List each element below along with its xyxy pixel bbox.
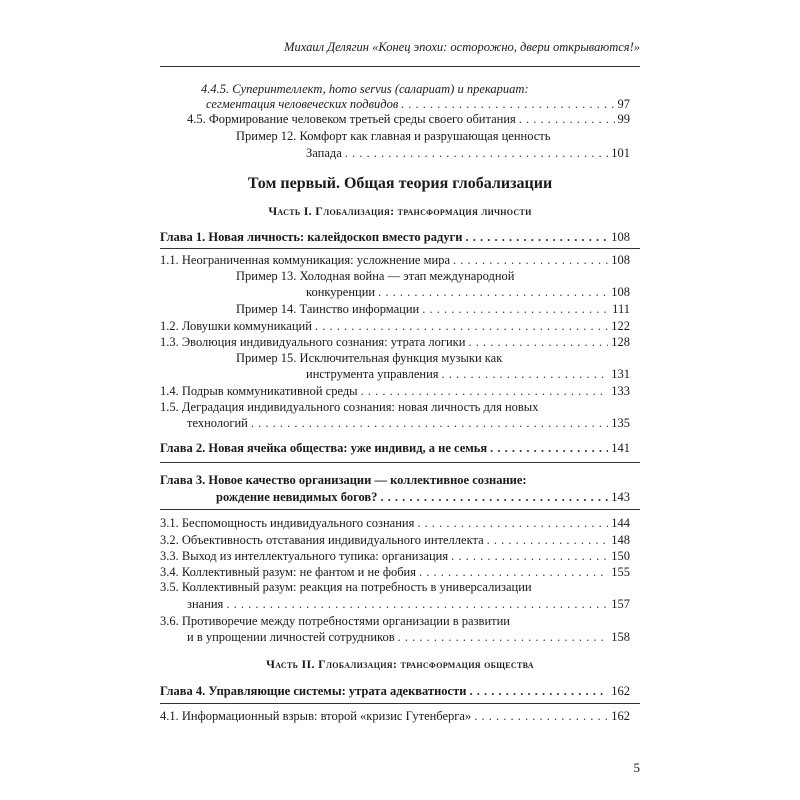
toc-chapter-3 xyxy=(216,490,630,505)
toc-page-number: 162 xyxy=(611,684,630,698)
toc-entry-text: 1.2. Ловушки коммуникаций xyxy=(160,319,312,333)
toc-page-number: 133 xyxy=(611,384,630,398)
toc-entry-4-4-5 xyxy=(206,97,630,112)
toc-entry-text: сегментация человеческих подвидов xyxy=(206,97,399,111)
toc-entry-3-4 xyxy=(160,565,630,580)
toc-chapter-title: Глава 2. Новая ячейка общества: уже индивид, а не семья xyxy=(160,441,488,455)
toc-entry-text: 1.1. Неограниченная коммуникация: усложнение мира xyxy=(160,253,450,267)
toc-entry-text: 3.2. Объективность отставания индивидуального интеллекта xyxy=(160,533,484,547)
toc-page-number: 128 xyxy=(611,335,630,349)
toc-page-number: 141 xyxy=(611,441,630,455)
toc-page-number: 135 xyxy=(611,416,630,430)
dot-leader xyxy=(380,490,608,505)
toc-page-number: 143 xyxy=(611,490,630,504)
dot-leader xyxy=(469,684,608,699)
dot-leader xyxy=(361,384,609,399)
toc-page-number: 108 xyxy=(611,230,630,244)
dot-leader xyxy=(345,146,608,161)
header-rule xyxy=(160,66,640,67)
toc-chapter-4 xyxy=(160,684,630,699)
toc-entry-text: 1.4. Подрыв коммуникативной среды xyxy=(160,384,358,398)
toc-entry-text: 4.1. Информационный взрыв: второй «кризис Гутенберга» xyxy=(160,709,472,723)
toc-entry-3-5 xyxy=(187,597,630,612)
toc-entry-3-1 xyxy=(160,516,630,531)
toc-example-12 xyxy=(306,146,630,161)
toc-example-13-line1: Пример 13. Холодная война — этап международной xyxy=(236,269,515,283)
toc-entry-text: Запада xyxy=(306,146,342,160)
toc-entry-text: Пример 14. Таинство информации xyxy=(236,302,420,316)
toc-entry-1-2 xyxy=(160,319,630,334)
toc-entry-1-5 xyxy=(187,416,630,431)
toc-page-number: 162 xyxy=(611,709,630,723)
dot-leader xyxy=(417,516,608,531)
toc-page-number: 122 xyxy=(611,319,630,333)
toc-page-number: 108 xyxy=(611,253,630,267)
toc-entry-3-2 xyxy=(160,533,630,548)
toc-page-number: 101 xyxy=(611,146,630,160)
toc-chapter-2 xyxy=(160,441,630,456)
toc-entry-3-6 xyxy=(187,630,630,645)
toc-page-number: 157 xyxy=(611,597,630,611)
toc-entry-1-4 xyxy=(160,384,630,399)
dot-leader xyxy=(442,367,609,382)
toc-entry-text: 1.3. Эволюция индивидуального сознания: утрата логики xyxy=(160,335,466,349)
toc-page-number: 148 xyxy=(611,533,630,547)
toc-chapter-title: Глава 1. Новая личность: калейдоскоп вместо радуги xyxy=(160,230,463,244)
toc-page-number: 144 xyxy=(611,516,630,530)
dot-leader xyxy=(451,549,608,564)
toc-page-number: 131 xyxy=(611,367,630,381)
dot-leader xyxy=(401,97,614,112)
part-2-title: Часть II. Глобализация: трансформация общества xyxy=(266,657,534,671)
toc-entry-3-6-line1: 3.6. Противоречие между потребностями организации в развитии xyxy=(160,614,510,628)
dot-leader xyxy=(315,319,608,334)
dot-leader xyxy=(422,302,609,317)
toc-entry-3-5-line1: 3.5. Коллективный разум: реакция на потребность в универсализации xyxy=(160,580,532,594)
toc-entry-text: 3.3. Выход из интеллектуального тупика: организация xyxy=(160,549,449,563)
toc-entry-4-4-5-line1: 4.4.5. Суперинтеллект, homo servus (салариат) и прекариат: xyxy=(201,82,529,96)
chapter-rule xyxy=(160,509,640,510)
toc-example-15 xyxy=(306,367,630,382)
dot-leader xyxy=(453,253,608,268)
toc-chapter-1 xyxy=(160,230,630,245)
chapter-rule xyxy=(160,703,640,704)
toc-page-number: 158 xyxy=(611,630,630,644)
toc-page-number: 150 xyxy=(611,549,630,563)
toc-chapter-title: рождение невидимых богов? xyxy=(216,490,378,504)
toc-example-12-line1: Пример 12. Комфорт как главная и разрушающая ценность xyxy=(236,129,551,143)
toc-page-number: 108 xyxy=(611,285,630,299)
toc-entry-1-1 xyxy=(160,253,630,268)
page-number: 5 xyxy=(633,760,640,775)
toc-entry-text: технологий xyxy=(187,416,248,430)
toc-entry-text: знания xyxy=(187,597,224,611)
toc-entry-text: конкуренции xyxy=(306,285,376,299)
toc-entry-3-3 xyxy=(160,549,630,564)
toc-page-number: 99 xyxy=(617,112,630,126)
toc-entry-1-3 xyxy=(160,335,630,350)
part-1-title: Часть I. Глобализация: трансформация личности xyxy=(268,204,532,218)
running-header: Михаил Делягин «Конец эпохи: осторожно, двери открываются!» xyxy=(284,40,640,54)
toc-page-number: 111 xyxy=(612,302,630,316)
volume-title: Том первый. Общая теория глобализации xyxy=(247,175,553,192)
toc-entry-text: 3.4. Коллективный разум: не фантом и не фобия xyxy=(160,565,416,579)
dot-leader xyxy=(490,441,608,456)
dot-leader xyxy=(226,597,608,612)
dot-leader xyxy=(468,335,608,350)
toc-example-15-line1: Пример 15. Исключительная функция музыки как xyxy=(236,351,503,365)
dot-leader xyxy=(378,285,608,300)
dot-leader xyxy=(398,630,609,645)
dot-leader xyxy=(251,416,608,431)
toc-chapter-3-line1: Глава 3. Новое качество организации — коллективное сознание: xyxy=(160,473,527,487)
toc-example-13 xyxy=(306,285,630,300)
dot-leader xyxy=(474,709,608,724)
toc-page-number: 97 xyxy=(617,97,630,111)
dot-leader xyxy=(487,533,609,548)
toc-example-14 xyxy=(236,302,630,317)
toc-chapter-title: Глава 4. Управляющие системы: утрата адекватности xyxy=(160,684,467,698)
toc-entry-text: и в упрощении личностей сотрудников xyxy=(187,630,395,644)
dot-leader xyxy=(419,565,608,580)
toc-entry-4-1 xyxy=(160,709,630,724)
toc-page-number: 155 xyxy=(611,565,630,579)
toc-entry-text: инструмента управления xyxy=(306,367,439,381)
dot-leader xyxy=(465,230,608,245)
chapter-rule xyxy=(160,248,640,249)
toc-entry-4-5 xyxy=(187,112,630,127)
toc-entry-text: 4.5. Формирование человеком третьей среды своего обитания xyxy=(187,112,516,126)
chapter-rule xyxy=(160,462,640,463)
toc-entry-text: 3.1. Беспомощность индивидуального сознания xyxy=(160,516,415,530)
dot-leader xyxy=(519,112,615,127)
toc-entry-1-5-line1: 1.5. Деградация индивидуального сознания: новая личность для новых xyxy=(160,400,539,414)
